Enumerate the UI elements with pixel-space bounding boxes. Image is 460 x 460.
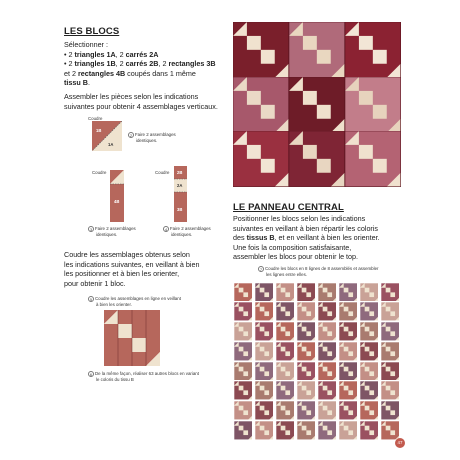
- layout-block: [276, 302, 296, 321]
- layout-block: [234, 302, 254, 321]
- layout-block: [339, 322, 359, 341]
- layout-block: [339, 401, 359, 420]
- layout-block: [381, 401, 401, 420]
- layout-block: [234, 421, 254, 440]
- layout-block: [255, 342, 275, 361]
- fig1-caption: 2 Faire 2 assemblages identiques.: [129, 132, 176, 143]
- step-badge: 6: [89, 372, 93, 377]
- layout-block: [234, 362, 254, 381]
- fig3-coudre-label: Coudre: [155, 170, 170, 175]
- select-line-1: • 2 triangles 1A, 2 carrés 2A: [64, 49, 159, 59]
- layout-block: [318, 322, 338, 341]
- layout-block: [318, 421, 338, 440]
- step-badge: 2: [129, 133, 133, 138]
- panneau-instructions: Positionner les blocs selon les indications suivantes en veillant à bien répartir les coloris des tissus B, et en veillant à bien les orienter. Une fois la composition satisfaisante, assembler les blocs pour obtenir le top.: [233, 214, 380, 262]
- layout-block: [318, 381, 338, 400]
- layout-block: [381, 302, 401, 321]
- layout-block: [276, 421, 296, 440]
- layout-block: [318, 401, 338, 420]
- layout-block: [318, 302, 338, 321]
- layout-block: [297, 342, 317, 361]
- fig4-block: [104, 310, 160, 366]
- layout-block: [234, 322, 254, 341]
- layout-block: [234, 283, 254, 302]
- layout-block: [255, 283, 275, 302]
- layout-grid-8x8: [233, 282, 401, 440]
- select-line-2: • 2 triangles 1B, 2 carrés 2B, 2 rectangles 3B: [64, 59, 216, 69]
- layout-block: [255, 322, 275, 341]
- step-badge: 3: [89, 227, 93, 232]
- layout-block: [297, 362, 317, 381]
- layout-block: [339, 342, 359, 361]
- coudre-instructions: Coudre les assemblages obtenus selon les indications suivantes, en veillant à bien les positionner et à bien les orienter, pour obtenir 1 bloc.: [64, 250, 200, 288]
- layout-block: [255, 362, 275, 381]
- fig1-label-1a: 1A: [108, 142, 114, 147]
- layout-block: [318, 283, 338, 302]
- layout-block: [381, 322, 401, 341]
- fig2-label-4b: 4B: [114, 199, 120, 204]
- layout-block: [339, 302, 359, 321]
- select-intro: Sélectionner :: [64, 40, 108, 49]
- select-line-4: tissu B.: [64, 78, 90, 88]
- layout-block: [297, 322, 317, 341]
- section-title-panneau: LE PANNEAU CENTRAL: [233, 202, 344, 213]
- layout-block: [360, 381, 380, 400]
- layout-block: [297, 401, 317, 420]
- layout-block: [339, 362, 359, 381]
- layout-block: [381, 342, 401, 361]
- fig3-label-2b: 2B: [177, 170, 183, 175]
- layout-block: [360, 401, 380, 420]
- fig4-caption: 5 Coudre les assemblages en ligne en veillant à bien les orienter.: [89, 296, 181, 307]
- layout-block: [255, 401, 275, 420]
- layout-block: [318, 342, 338, 361]
- layout-block: [360, 322, 380, 341]
- step-badge: 4: [164, 227, 168, 232]
- layout-block: [360, 302, 380, 321]
- layout-block: [360, 362, 380, 381]
- layout-block: [339, 381, 359, 400]
- fig1-triangle-square: [92, 121, 122, 151]
- layout-block: [255, 421, 275, 440]
- fig3-label-3b: 3B: [177, 207, 183, 212]
- layout-block: [297, 302, 317, 321]
- layout-block: [318, 362, 338, 381]
- layout-block: [276, 362, 296, 381]
- layout-block: [360, 421, 380, 440]
- layout-block: [234, 401, 254, 420]
- layout-block: [381, 381, 401, 400]
- layout-block: [276, 322, 296, 341]
- layout-block: [360, 342, 380, 361]
- layout-block: [297, 283, 317, 302]
- layout-block: [339, 283, 359, 302]
- layout-block: [381, 283, 401, 302]
- layout-block: [381, 362, 401, 381]
- select-line-3: et 2 rectangles 4B coupés dans 1 même: [64, 68, 196, 78]
- layout-block: [297, 381, 317, 400]
- fig2-coudre-label: Coudre: [92, 170, 107, 175]
- layout-block: [381, 421, 401, 440]
- quilt-photo: [233, 22, 401, 186]
- layout-block: [360, 283, 380, 302]
- section-title-blocs: LES BLOCS: [64, 26, 120, 37]
- fig5-caption: 6 De la même façon, réaliser 63 autres blocs en variant le coloris du tissu B: [89, 371, 199, 382]
- fig1-label-1b: 1B: [96, 128, 102, 133]
- step-badge: 7: [259, 267, 263, 272]
- assemble-instructions: Assembler les pièces selon les indications suivantes pour obtenir 4 assemblages verticaux.: [64, 92, 218, 111]
- layout-block: [276, 342, 296, 361]
- layout-block: [234, 342, 254, 361]
- selection-instructions: [64, 40, 234, 88]
- fig3-label-2a: 2A: [177, 183, 183, 188]
- fig1-coudre-label: Coudre: [88, 116, 103, 121]
- layout-block: [297, 421, 317, 440]
- fig3-caption: 4 Faire 2 assemblages identiques.: [164, 226, 211, 237]
- layout-block: [276, 283, 296, 302]
- layout-block: [234, 381, 254, 400]
- fig2-assembly: [110, 170, 124, 222]
- step-badge: 5: [89, 297, 93, 302]
- layout-block: [276, 401, 296, 420]
- fig2-caption: 3 Faire 2 assemblages identiques.: [89, 226, 136, 237]
- layout-block: [255, 302, 275, 321]
- layout-block: [255, 381, 275, 400]
- layout-block: [339, 421, 359, 440]
- page-number-badge: 47: [395, 438, 405, 448]
- fig7-caption: 7 Coudre les blocs en 8 lignes de 8 assemblés et assembler les lignes entre elles.: [259, 266, 379, 277]
- layout-block: [276, 381, 296, 400]
